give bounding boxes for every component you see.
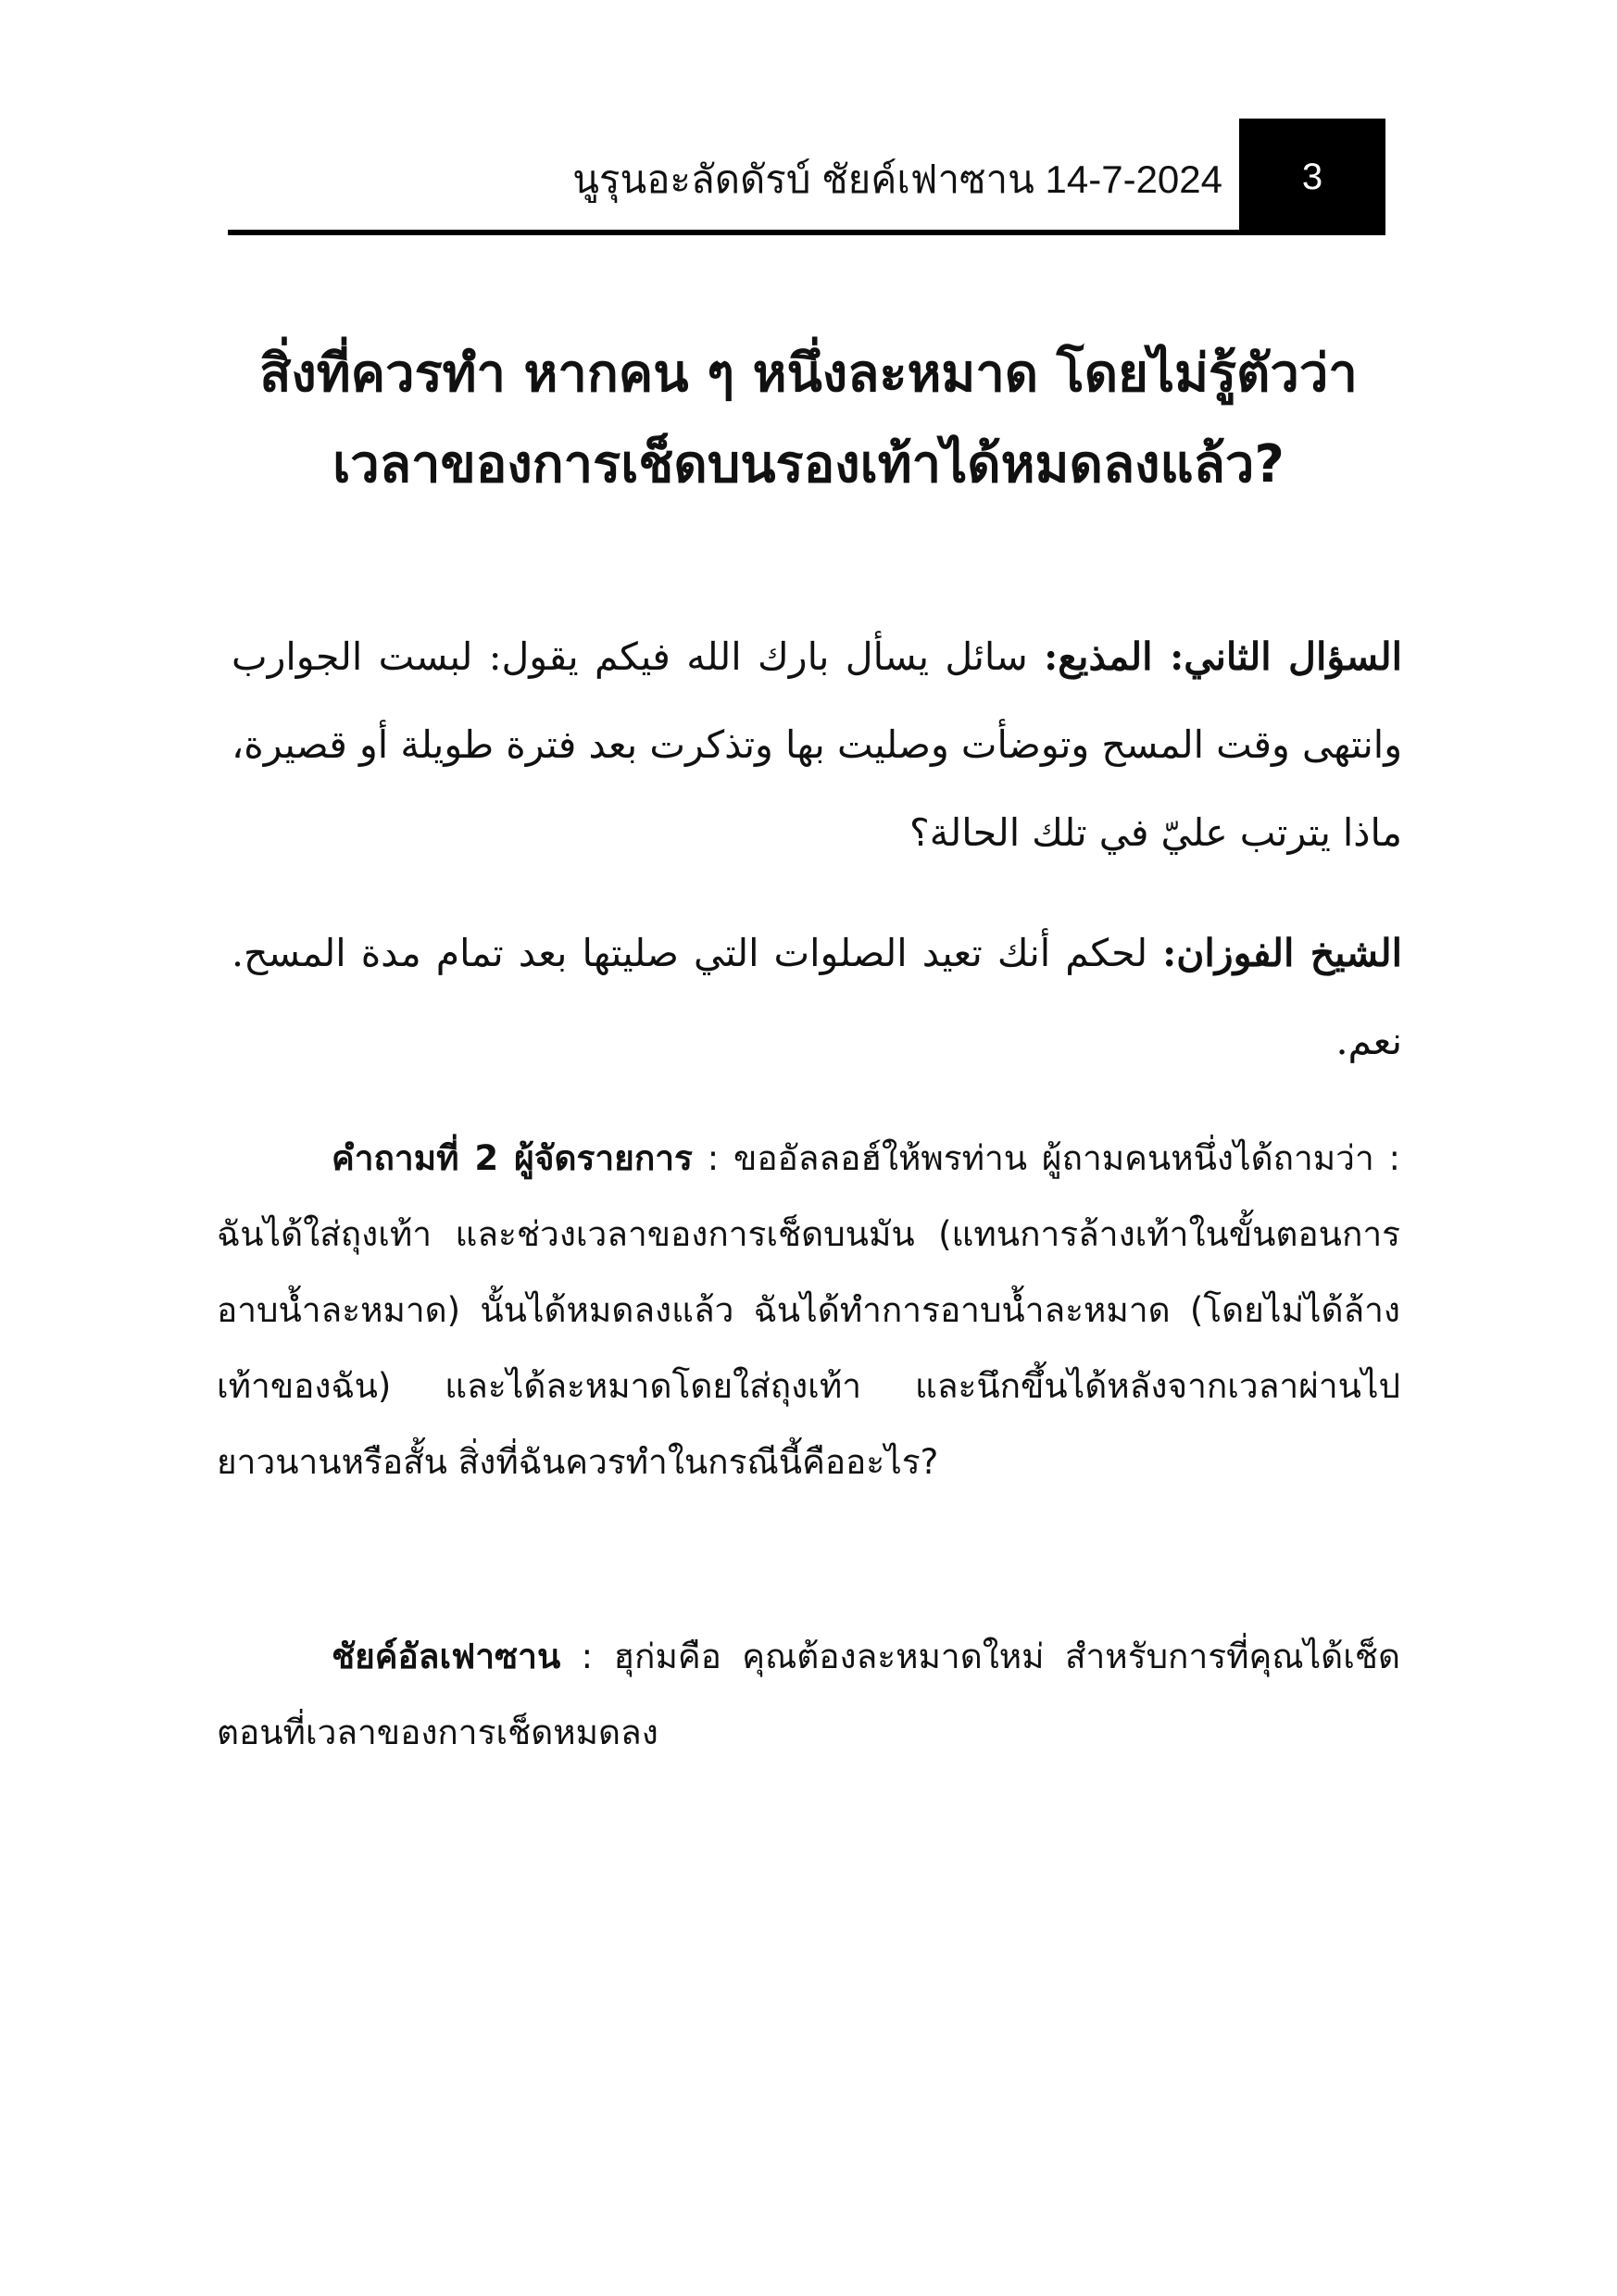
page-number-box: [1239, 119, 1385, 235]
thai-question-speaker: คำถามที่ 2 ผู้จัดรายการ: [332, 1138, 693, 1178]
article-title-line-1: สิ่งที่ควรทำ หากคน ๆ หนึ่งละหมาด โดยไม่รู้ตัวว่า: [259, 344, 1358, 404]
page-number: 3: [1301, 157, 1323, 197]
page-header: [228, 119, 1385, 235]
thai-answer-speaker: ชัยค์อัลเฟาซาน: [332, 1637, 561, 1676]
article-title-line-2: เวลาของการเช็ดบนรองเท้าได้หมดลงแล้ว?: [332, 434, 1285, 495]
running-header-title: นูรุนอะลัดดัรบ์ ชัยค์เฟาซาน 14-7-2024: [572, 157, 1222, 201]
thai-question-text: : ขออัลลอฮ์ให้พรท่าน ผู้ถามคนหนึ่งได้ถามว่า : ฉันได้ใส่ถุงเท้า และช่วงเวลาของการเช็ดบนมัน (แทนการล้างเท้าในขั้นตอนการอาบน้ำละหมาด) นั้นได้หมดลงแล้ว ฉันได้ทำการอาบน้ำละหมาด (โดยไม่ได้ล้างเท้าของฉัน) และได้ละหมาดโดยใส่ถุงเท้า และนึกขึ้นได้หลังจากเวลาผ่านไปยาวนานหรือสั้น สิ่งที่ฉันควรทำในกรณีนี้คืออะไร?: [217, 1138, 1401, 1482]
arabic-answer-speaker: الشيخ الفوزان:: [1162, 931, 1402, 975]
arabic-answer-text: لحكم أنك تعيد الصلوات التي صليتها بعد تمام مدة المسح. نعم.: [232, 931, 1402, 1063]
thai-answer-text: : ฮุก่มคือ คุณต้องละหมาดใหม่ สำหรับการที่คุณได้เช็ดตอนที่เวลาของการเช็ดหมดลง: [217, 1637, 1400, 1752]
arabic-question-speaker: السؤال الثاني: المذيع:: [1044, 634, 1402, 679]
arabic-question: [232, 613, 1402, 877]
article-title: [185, 329, 1432, 510]
arabic-question-text: سائل يسأل بارك الله فيكم يقول: لبست الجوارب وانتهى وقت المسح وتوضأت وصليت بها وتذكرت بعد فترة طويلة أو قصيرة، ماذا يترتب عليّ في تلك الحالة؟: [232, 634, 1402, 855]
header-rule: [228, 230, 1385, 235]
arabic-answer: [232, 910, 1402, 1085]
thai-question: [217, 1121, 1400, 1500]
thai-answer: [217, 1619, 1400, 1771]
